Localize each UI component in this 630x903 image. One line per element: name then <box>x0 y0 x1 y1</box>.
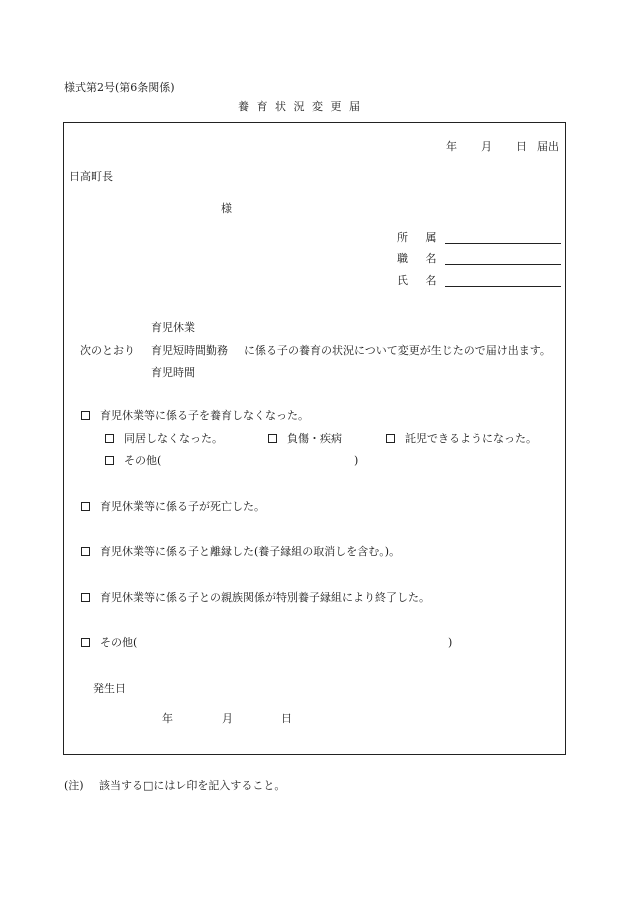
name-field[interactable] <box>445 286 561 287</box>
checkbox[interactable] <box>268 434 277 443</box>
checkbox[interactable] <box>386 434 395 443</box>
option-short-hours: 育児短時間勤務 <box>151 344 228 357</box>
checkbox[interactable] <box>81 502 90 511</box>
form-number: 様式第2号(第6条関係) <box>64 81 175 94</box>
name-label: 氏 名 <box>397 274 444 287</box>
checkbox[interactable] <box>81 638 90 647</box>
affiliation-label: 所 属 <box>397 231 444 244</box>
occurrence-month: 月 <box>222 712 233 725</box>
occurrence-day: 日 <box>281 712 292 725</box>
affiliation-field[interactable] <box>445 243 561 244</box>
date-submit: 届出 <box>537 140 559 153</box>
sub-no-cohabit: 同居しなくなった。 <box>105 433 223 444</box>
option-childcare-leave: 育児休業 <box>151 321 195 334</box>
checkbox[interactable] <box>81 593 90 602</box>
sub-childcare: 託児できるようになった。 <box>386 433 537 444</box>
sub-other: その他( <box>105 455 161 466</box>
statement-prefix: 次のとおり <box>80 344 135 357</box>
item-other: その他( <box>81 637 137 648</box>
position-label: 職 名 <box>397 252 444 265</box>
position-field[interactable] <box>445 264 561 265</box>
addressee-sama: 様 <box>221 202 232 215</box>
checkbox[interactable] <box>81 547 90 556</box>
sub-other-close: ) <box>354 454 359 467</box>
note-text: 該当する□にはレ印を記入すること。 <box>99 779 286 792</box>
item-special-adoption: 育児休業等に係る子との親族関係が特別養子縁組により終了した。 <box>81 592 430 603</box>
checkbox[interactable] <box>105 456 114 465</box>
item-died: 育児休業等に係る子が死亡した。 <box>81 501 265 512</box>
occurrence-year: 年 <box>162 712 173 725</box>
checkbox[interactable] <box>105 434 114 443</box>
occurrence-label: 発生日 <box>93 682 126 695</box>
item-separated: 育児休業等に係る子と離縁した(養子縁組の取消しを含む。)。 <box>81 546 400 557</box>
item-no-longer-raising: 育児休業等に係る子を養育しなくなった。 <box>81 410 309 421</box>
option-childcare-time: 育児時間 <box>151 366 195 379</box>
item-other-close: ) <box>448 636 453 649</box>
note-label: (注) <box>64 779 84 792</box>
checkbox[interactable] <box>81 411 90 420</box>
statement-suffix: に係る子の養育の状況について変更が生じたので届け出ます。 <box>244 344 551 357</box>
date-month: 月 <box>481 140 492 153</box>
date-year: 年 <box>446 140 457 153</box>
sub-injury: 負傷・疾病 <box>268 433 342 444</box>
date-day: 日 <box>516 140 527 153</box>
addressee: 日高町長 <box>69 170 113 183</box>
form-title: 養 育 状 況 変 更 届 <box>238 100 362 113</box>
